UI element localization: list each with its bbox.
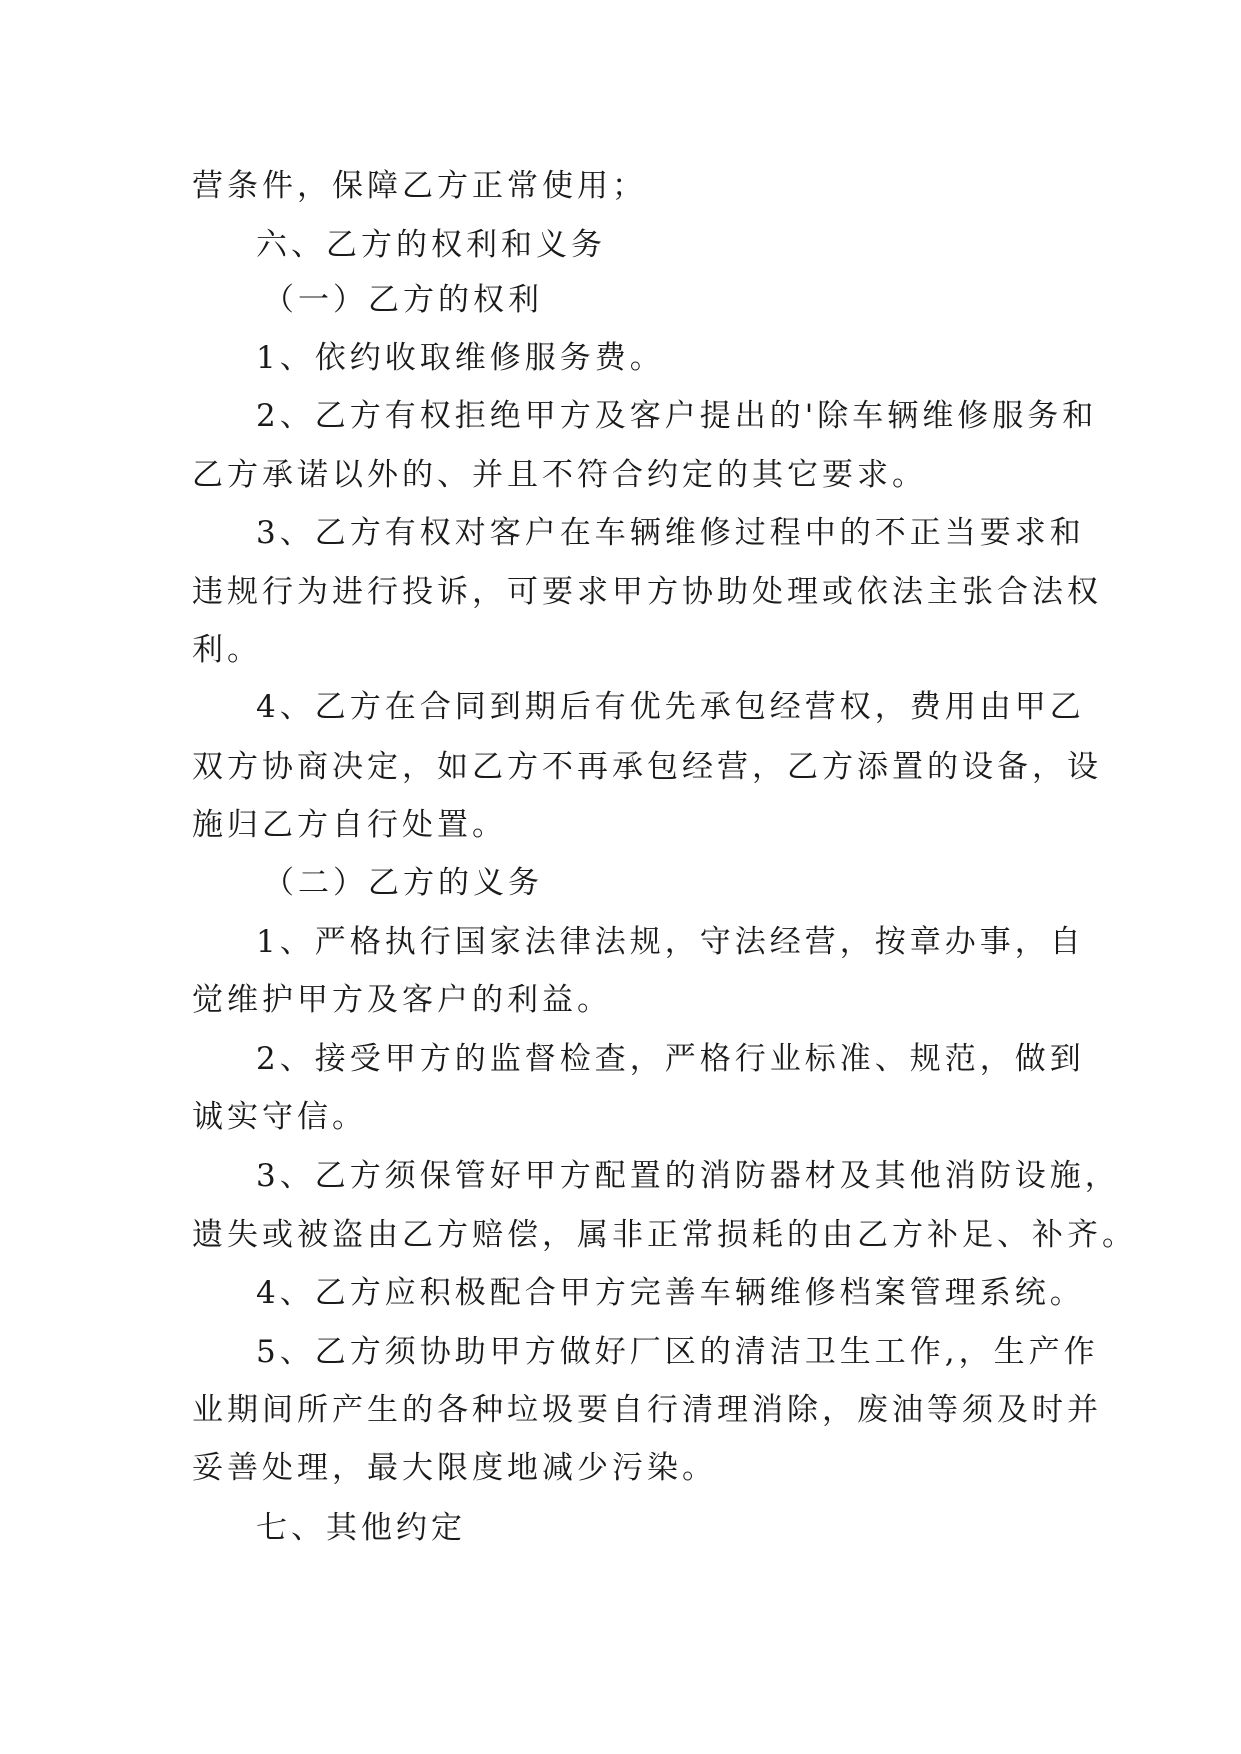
clause-line: 1、严格执行国家法律法规，守法经营，按章办事，自 — [256, 924, 1085, 960]
clause-line: 4、乙方应积极配合甲方完善车辆维修档案管理系统。 — [256, 1275, 1085, 1311]
clause-line: 施归乙方自行处置。 — [192, 807, 507, 843]
paragraph-continuation: 营条件，保障乙方正常使用； — [192, 168, 647, 204]
clause-line: 1、依约收取维修服务费。 — [256, 340, 665, 376]
clause-line: 双方协商决定，如乙方不再承包经营，乙方添置的设备，设 — [192, 749, 1102, 785]
clause-line: 4、乙方在合同到期后有优先承包经营权，费用由甲乙 — [256, 689, 1085, 725]
clause-line: 利。 — [192, 632, 262, 668]
subsection-heading: （二）乙方的义务 — [263, 865, 543, 901]
clause-line: 违规行为进行投诉，可要求甲方协助处理或依法主张合法权 — [192, 574, 1102, 610]
clause-line: 2、乙方有权拒绝甲方及客户提出的'除车辆维修服务和 — [256, 398, 1098, 434]
section-heading: 七、其他约定 — [256, 1510, 466, 1546]
clause-line: 3、乙方有权对客户在车辆维修过程中的不正当要求和 — [256, 515, 1085, 551]
clause-line: 妥善处理，最大限度地减少污染。 — [192, 1450, 717, 1486]
clause-line: 乙方承诺以外的、并且不符合约定的其它要求。 — [192, 457, 927, 493]
clause-line: 业期间所产生的各种垃圾要自行清理消除，废油等须及时并 — [192, 1392, 1102, 1428]
clause-line: 2、接受甲方的监督检查，严格行业标准、规范，做到 — [256, 1041, 1085, 1077]
subsection-heading: （一）乙方的权利 — [263, 282, 543, 318]
clause-line: 诚实守信。 — [192, 1099, 367, 1135]
clause-line: 觉维护甲方及客户的利益。 — [192, 982, 612, 1018]
clause-line: 3、乙方须保管好甲方配置的消防器材及其他消防设施， — [256, 1158, 1120, 1194]
clause-line: 遗失或被盗由乙方赔偿，属非正常损耗的由乙方补足、补齐。 — [192, 1217, 1137, 1253]
section-heading: 六、乙方的权利和义务 — [256, 227, 606, 263]
clause-line: 5、乙方须协助甲方做好厂区的清洁卫生工作,，生产作 — [256, 1334, 1099, 1370]
